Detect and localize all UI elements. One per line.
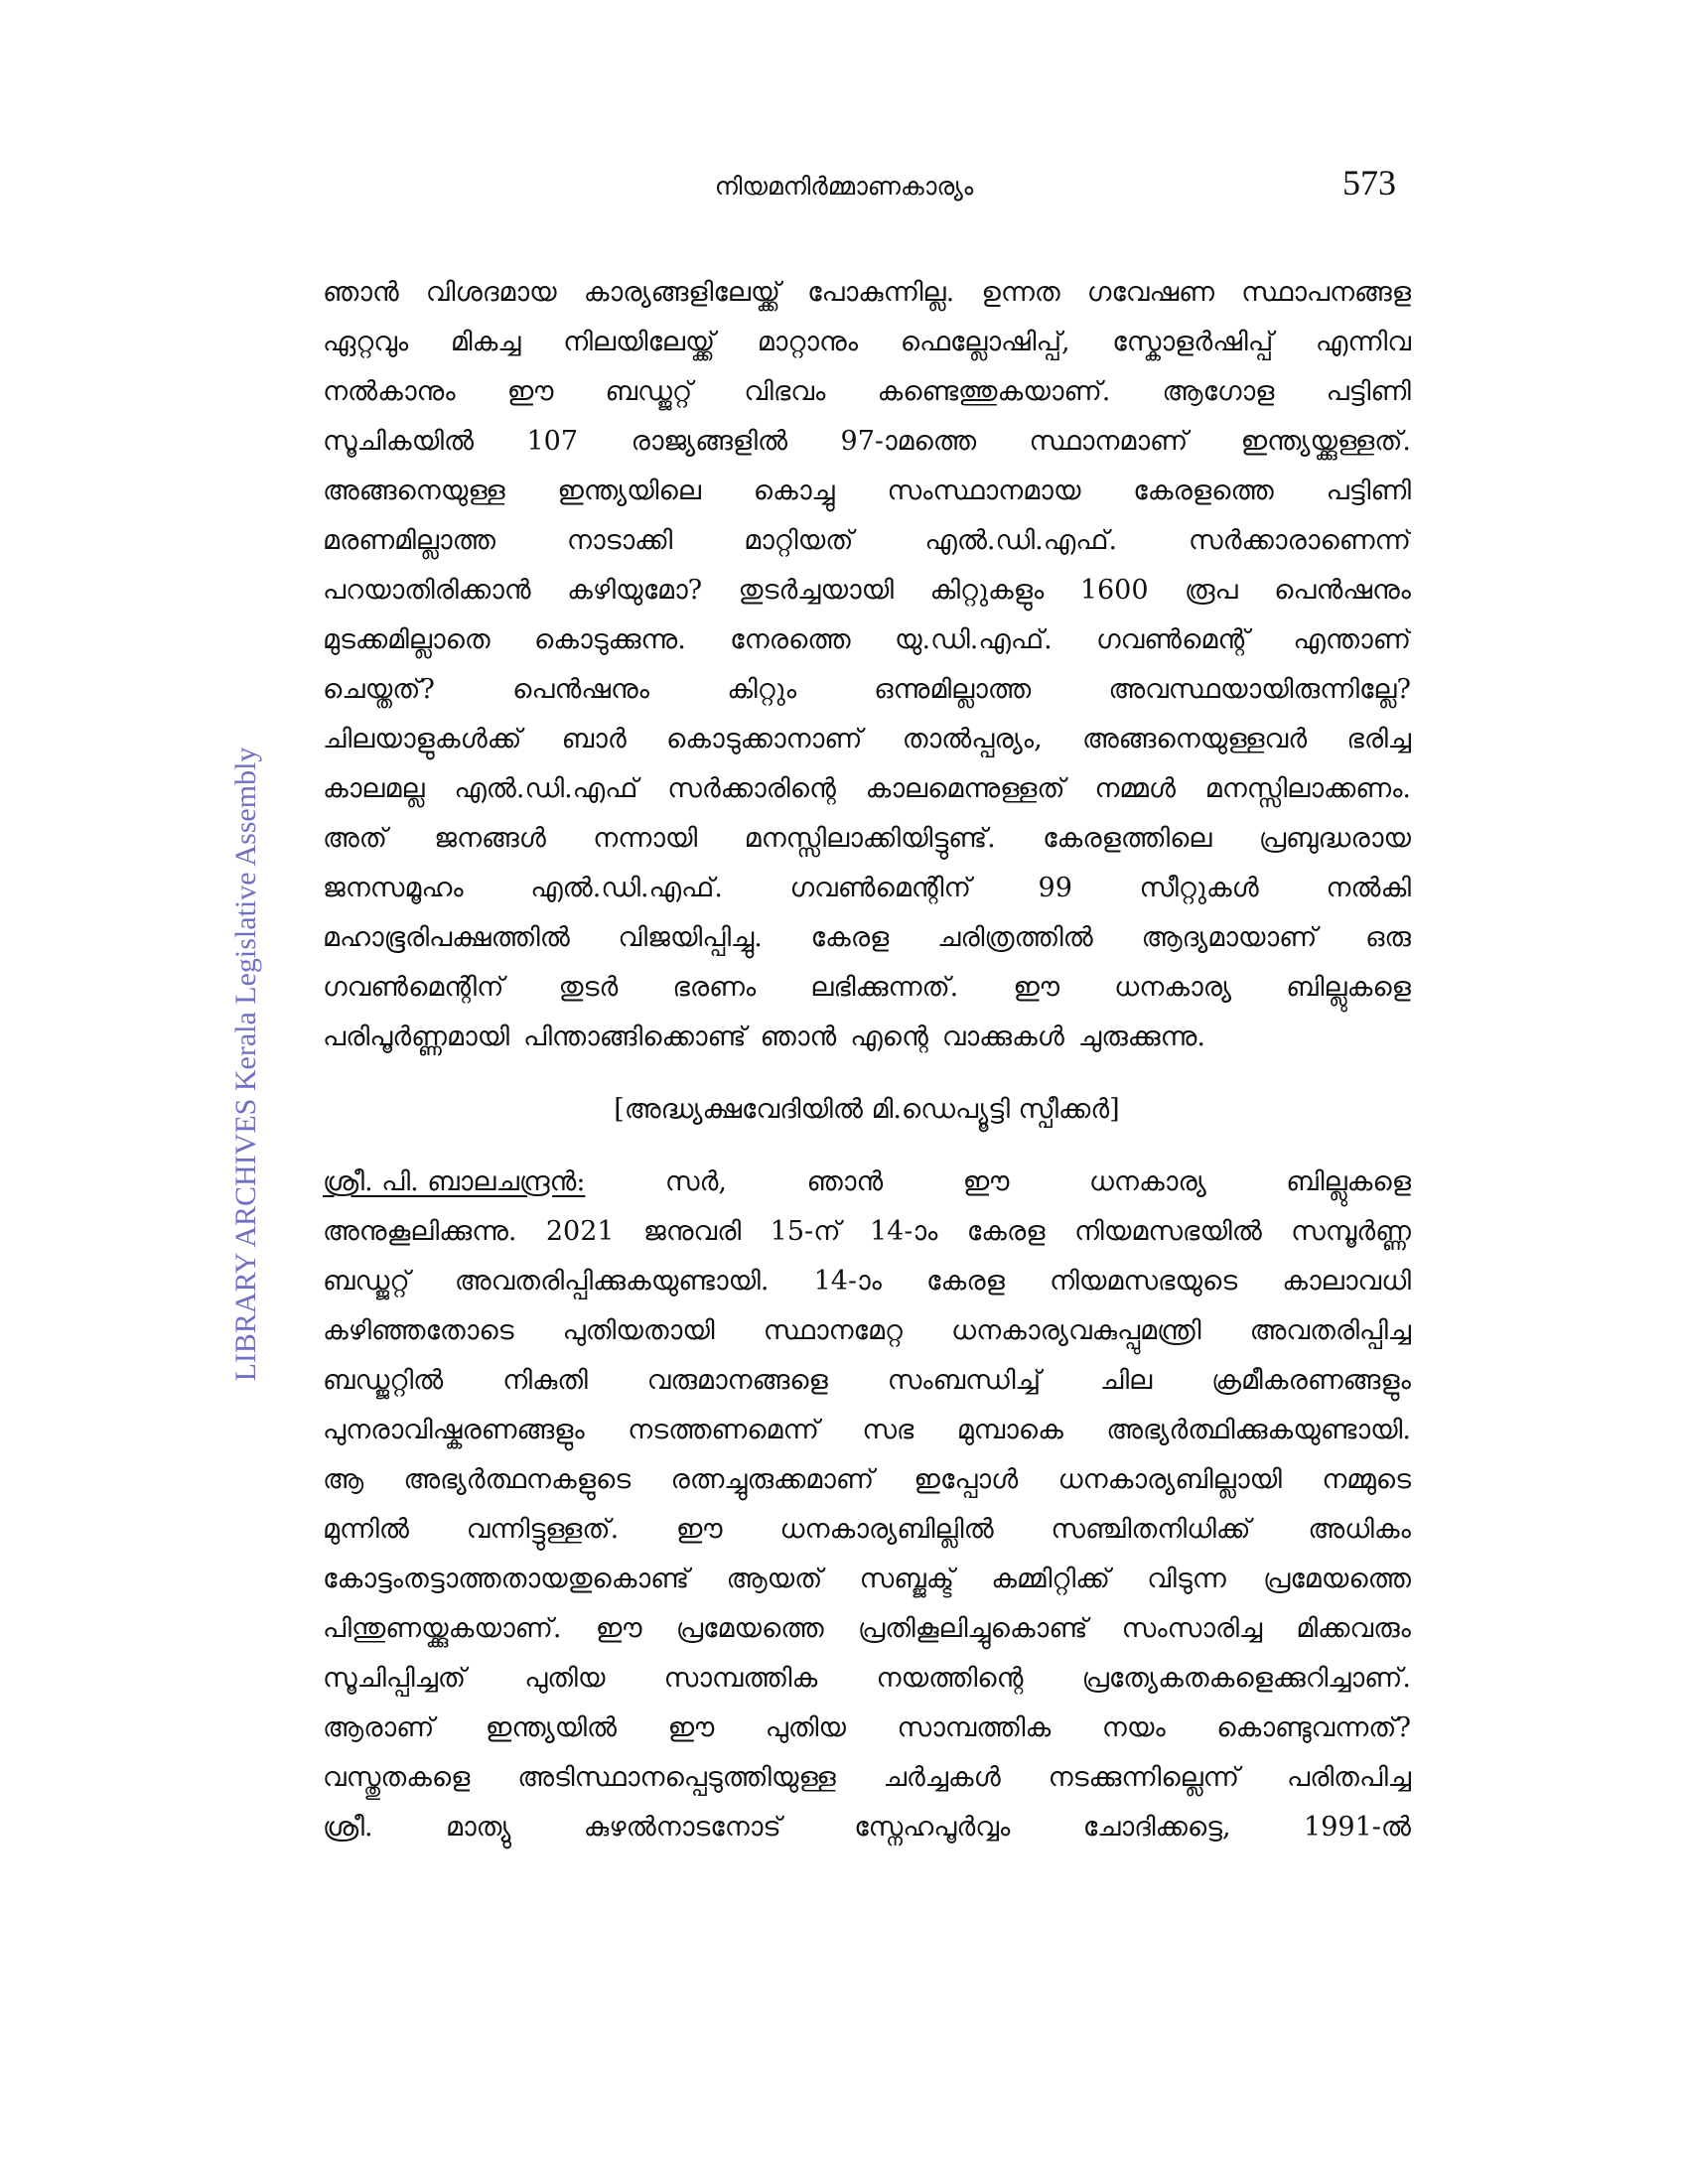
text-line: കോട്ടംതട്ടാത്തതായതുകൊണ്ട് ആയത് സബ്ജക്ട് കമ്മിറ്റിക്ക് വിടുന്ന പ്രമേയത്തെ [323,1564,1411,1594]
text-line: കഴിഞ്ഞതോടെ പുതിയതായി സ്ഥാനമേറ്റ ധനകാര്യവകുപ്പുമന്ത്രി അവതരിപ്പിച്ച [323,1315,1411,1346]
text-line: മഹാഭൂരിപക്ഷത്തിൽ വിജയിപ്പിച്ചു. കേരള ചരിത്രത്തിൽ ആദ്യമായാണ് ഒരു [323,922,1411,953]
paragraph-2-first-line: ശ്രീ. പി. ബാലചന്ദ്രൻ: സർ, ഞാൻ ഈ ധനകാര്യ ബില്ലുകളെ [323,1158,1411,1207]
page-number: 573 [1342,163,1396,203]
text-line: ആ അഭ്യർത്ഥനകളുടെ രത്നച്ചുരുക്കമാണ് ഇപ്പോൾ ധനകാര്യബില്ലായി നമ്മുടെ [323,1464,1411,1495]
text-line: ചിലയാളുകൾക്ക് ബാർ കൊടുക്കാനാണ് താൽപ്പര്യം, അങ്ങനെയുള്ളവർ ഭരിച്ച [323,724,1411,754]
body-text [323,268,1411,1852]
text-line: കാലമല്ല എൽ.ഡി.എഫ് സർക്കാരിന്റെ കാലമെന്നുള്ളത് നമ്മൾ മനസ്സിലാക്കണം. [323,773,1411,804]
text-line: മരണമില്ലാത്ത നാടാക്കി മാറ്റിയത് എൽ.ഡി.എഫ്. സർക്കാരാണെന്ന് [323,525,1411,556]
text-line: പരിപൂർണ്ണമായി പിന്താങ്ങിക്കൊണ്ട് ഞാൻ എന്റെ വാക്കുകൾ ചുരുക്കുന്നു. [323,1022,1206,1052]
text-line: വസ്തുതകളെ അടിസ്ഥാനപ്പെടുത്തിയുള്ള ചർച്ചകൾ നടക്കുന്നില്ലെന്ന് പരിതപിച്ച [323,1762,1411,1793]
text-line: ഏറ്റവും മികച്ച നിലയിലേയ്ക്ക് മാറ്റാനും ഫെല്ലോഷിപ്പ്, സ്കോളർഷിപ്പ് എന്നിവ [323,327,1411,357]
text-line: അത് ജനങ്ങൾ നന്നായി മനസ്സിലാക്കിയിട്ടുണ്ട്. കേരളത്തിലെ പ്രബുദ്ധരായ [323,823,1411,854]
text-line: മുന്നിൽ വന്നിട്ടുള്ളത്. ഈ ധനകാര്യബില്ലിൽ സഞ്ചിതനിധിക്ക് അധികം [323,1514,1411,1545]
text-line: സൂചിപ്പിച്ചത് പുതിയ സാമ്പത്തിക നയത്തിന്റെ പ്രത്യേകതകളെക്കുറിച്ചാണ്. [323,1663,1411,1694]
text-line: ഞാൻ വിശദമായ കാര്യങ്ങളിലേയ്ക്ക് പോകുന്നില്ല. ഉന്നത ഗവേഷണ സ്ഥാപനങ്ങള [323,277,1411,308]
text-line: അങ്ങനെയുള്ള ഇന്ത്യയിലെ കൊച്ചു സംസ്ഥാനമായ കേരളത്തെ പട്ടിണി [323,476,1411,506]
running-header-title: നിയമനിർമ്മാണകാര്യം [714,172,974,201]
archive-watermark: LIBRARY ARCHIVES Kerala Legislative Assembly [229,747,262,1382]
paragraph-1 [323,268,1411,1062]
text-line: പുനരാവിഷ്കരണങ്ങളും നടത്തണമെന്ന് സഭ മുമ്പാകെ അഭ്യർത്ഥിക്കുകയുണ്ടായി. [323,1415,1411,1445]
text-line: സൂചികയിൽ 107 രാജ്യങ്ങളിൽ 97-ാമത്തെ സ്ഥാനമാണ് ഇന്ത്യയ്ക്കുള്ളത്. [323,426,1411,457]
text-line: ജനസമൂഹം എൽ.ഡി.എഫ്. ഗവൺമെന്റിന് 99 സീറ്റുകൾ നൽകി [323,873,1411,903]
text-line: ബഡ്ജറ്റ് അവതരിപ്പിക്കുകയുണ്ടായി. 14-ാം കേരള നിയമസഭയുടെ കാലാവധി [323,1266,1411,1297]
presiding-officer-note: [അദ്ധ്യക്ഷവേദിയിൽ മി.ഡെപ്യൂട്ടി സ്പീക്കർ] [614,1094,1120,1125]
text-line: ശ്രീ. മാത്യു കുഴൽനാടനോട് സ്നേഹപൂർവ്വം ചോദിക്കട്ടെ, 1991-ൽ [323,1812,1411,1843]
text-line: പറയാതിരിക്കാൻ കഴിയുമോ? തുടർച്ചയായി കിറ്റുകളും 1600 രൂപ പെൻഷനും [323,575,1411,606]
text-line: പിന്തുണയ്ക്കുകയാണ്. ഈ പ്രമേയത്തെ പ്രതികൂലിച്ചുകൊണ്ട് സംസാരിച്ച മിക്കവരും [323,1613,1411,1644]
text-line: ഗവൺമെന്റിന് തുടർ ഭരണം ലഭിക്കുന്നത്. ഈ ധനകാര്യ ബില്ലുകളെ [323,972,1411,1003]
paragraph-2 [323,1158,1411,1852]
text-line: ആരാണ് ഇന്ത്യയിൽ ഈ പുതിയ സാമ്പത്തിക നയം കൊണ്ടുവന്നത്? [323,1712,1411,1743]
speaker-name: ശ്രീ. പി. ബാലചന്ദ്രൻ: [323,1166,586,1197]
text-line: അനുകൂലിക്കുന്നു. 2021 ജനുവരി 15-ന് 14-ാം കേരള നിയമസഭയിൽ സമ്പൂർണ്ണ [323,1216,1411,1247]
text-line: മുടക്കമില്ലാതെ കൊടുക്കുന്നു. നേരത്തെ യു.ഡി.എഫ്. ഗവൺമെന്റ് എന്താണ് [323,624,1411,655]
text-line: ചെയ്തത്? പെൻഷനും കിറ്റും ഒന്നുമില്ലാത്ത അവസ്ഥയായിരുന്നില്ലേ? [323,674,1411,705]
text-line: ബഡ്ജറ്റിൽ നികുതി വരുമാനങ്ങളെ സംബന്ധിച്ച് ചില ക്രമീകരണങ്ങളും [323,1365,1411,1396]
text-line: നൽകാനും ഈ ബഡ്ജറ്റ് വിഭവം കണ്ടെത്തുകയാണ്. ആഗോള പട്ടിണി [323,376,1411,407]
